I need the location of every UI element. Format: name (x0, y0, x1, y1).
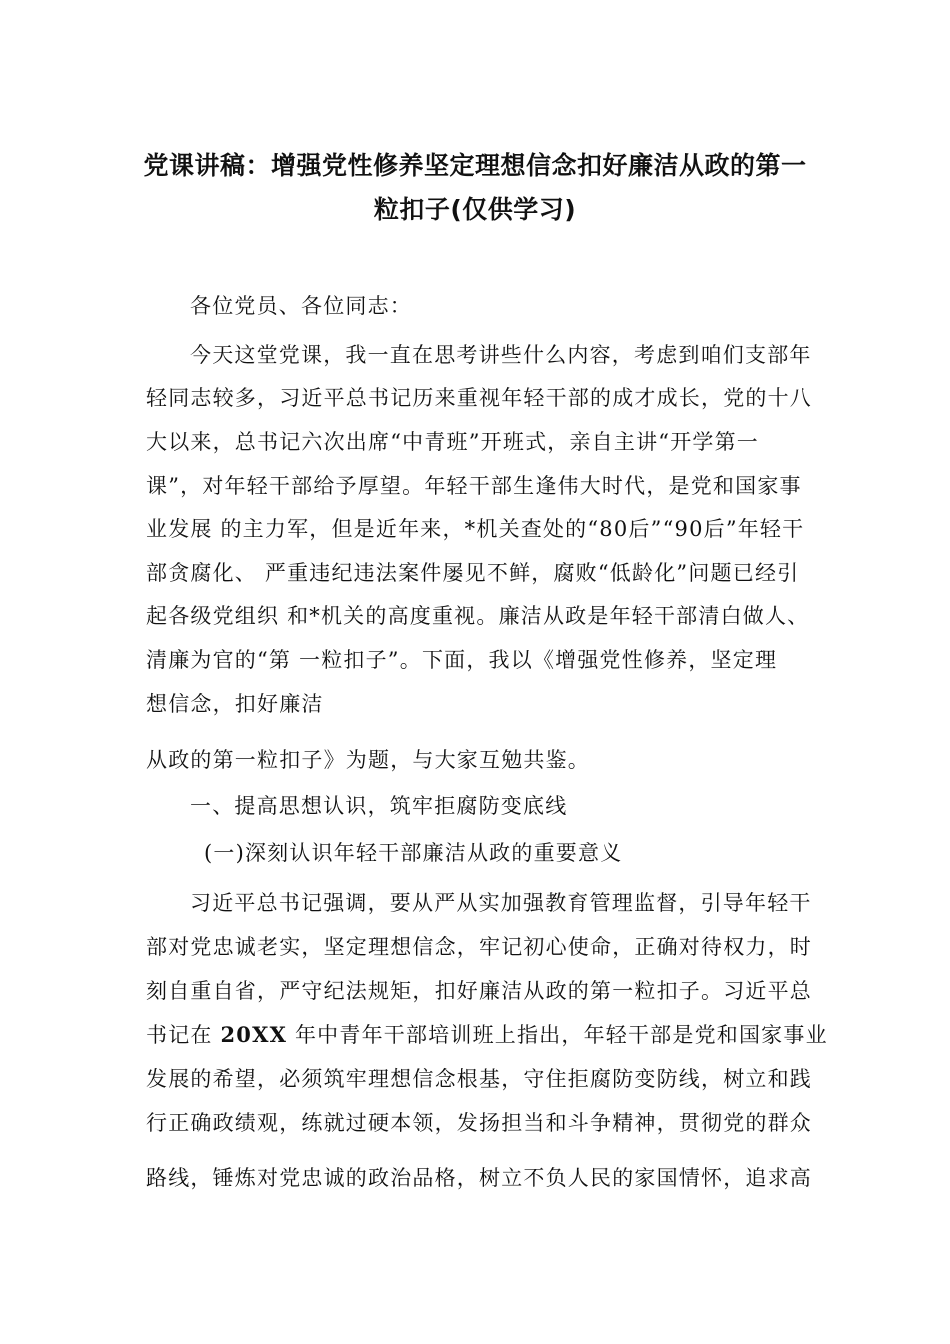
salutation: 各位党员、各位同志： (190, 294, 412, 318)
year-text: 20XX (220, 1022, 288, 1047)
body-line: 刻自重自省，严守纪法规矩，扣好廉洁从政的第一粒扣子。习近平总 (146, 979, 812, 1003)
intro-line: 今天这堂党课，我一直在思考讲些什么内容，考虑到咱们支部年 (190, 343, 812, 367)
intro-line: 课”，对年轻干部给予厚望。年轻干部生逢伟大时代，是党和国家事 (146, 474, 802, 498)
body-line: 习近平总书记强调，要从严从实加强教育管理监督，引导年轻干 (190, 891, 812, 915)
title-line-2: 粒扣子(仅供学习) (373, 195, 577, 224)
document-title (110, 144, 840, 232)
intro-line: 清廉为官的“第 一粒扣子”。下面，我以《增强党性修养，坚定理 (146, 648, 778, 672)
title-line-1: 党课讲稿：增强党性修养坚定理想信念扣好廉洁从政的第一 (143, 151, 807, 180)
body-text: 书记在 (146, 1023, 221, 1047)
body-line: 部对党忠诚老实，坚定理想信念，牢记初心使命，正确对待权力，时 (146, 935, 812, 959)
subsection-heading-1-1: (一)深刻认识年轻干部廉洁从政的重要意义 (204, 841, 623, 865)
body-line: 行正确政绩观，练就过硬本领，发扬担当和斗争精神，贯彻党的群众 (146, 1111, 812, 1135)
intro-line: 轻同志较多，习近平总书记历来重视年轻干部的成才成长，党的十八 (146, 386, 812, 410)
body-line (146, 1020, 828, 1050)
intro-line: 从政的第一粒扣子》为题，与大家互勉共鉴。 (146, 748, 590, 772)
section-heading-1: 一、提高思想认识，筑牢拒腐防变底线 (190, 794, 568, 818)
intro-line: 部贪腐化、 严重违纪违法案件屡见不鲜，腐败“低龄化”问题已经引 (146, 561, 800, 585)
intro-line: 起各级党组织 和*机关的高度重视。廉洁从政是年轻干部清白做人、 (146, 604, 810, 628)
intro-line: 大以来，总书记六次出席“中青班”开班式，亲自主讲“开学第一 (146, 430, 760, 454)
body-line: 路线，锤炼对党忠诚的政治品格，树立不负人民的家国情怀，追求高 (146, 1166, 812, 1190)
intro-line: 业发展 的主力军，但是近年来，*机关查处的“80后”“90后”年轻干 (146, 517, 805, 541)
body-line: 发展的希望，必须筑牢理想信念根基，守住拒腐防变防线，树立和践 (146, 1067, 812, 1091)
body-text: 年中青年干部培训班上指出，年轻干部是党和国家事业 (287, 1023, 828, 1047)
intro-line: 想信念，扣好廉洁 (146, 692, 324, 716)
